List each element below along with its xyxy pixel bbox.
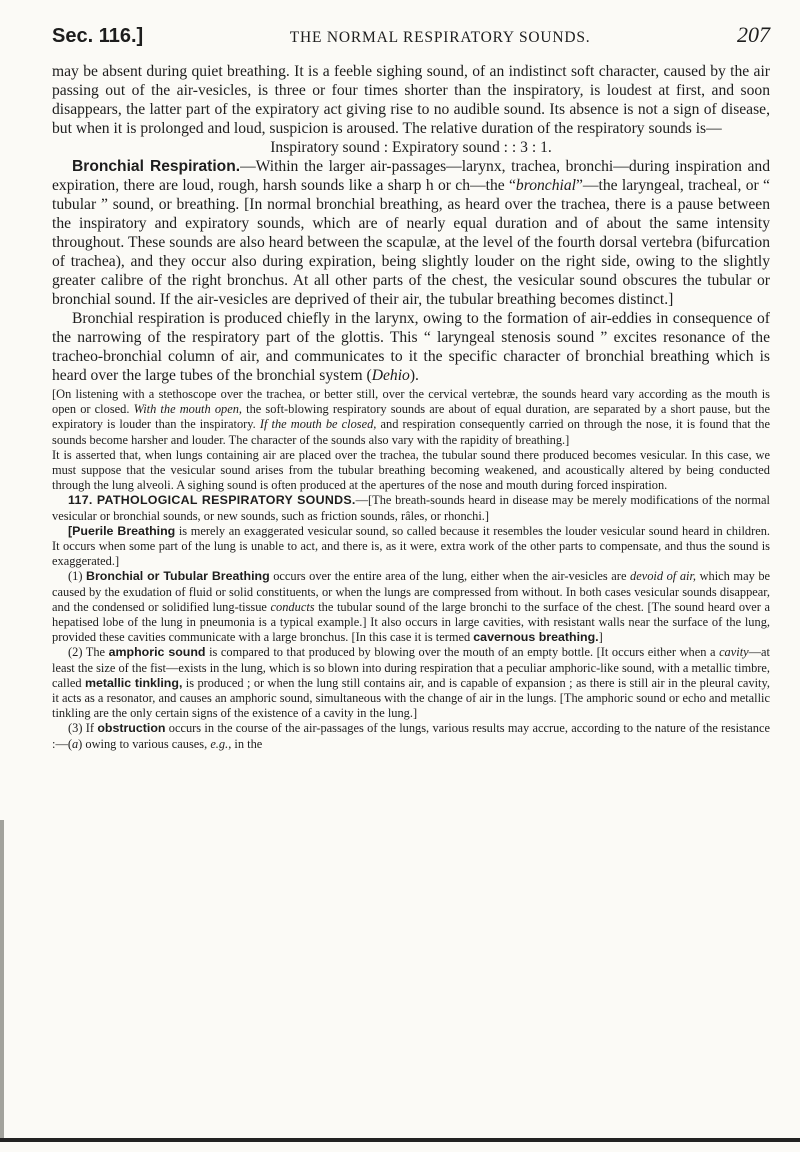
heading-bronchial-respiration: Bronchial Respiration. xyxy=(72,158,241,175)
small-print xyxy=(52,387,770,752)
paragraph-puerile-breathing: [Puerile Breathing is merely an exaggerated vesicular sound, so called because it resembles the louder vesicular sound heard in children. It occurs when some part of the lung is unable to act, and there is, as it were, extra work of the other parts to compensate, and thus the sound is exaggerated.] xyxy=(52,523,771,569)
paragraph-amphoric-sound: (2) The amphoric sound is compared to that produced by blowing over the mouth of an empty bottle. [It occurs either when a cavity—at least the size of the fist—exists in the lung, which is so blown into during respiration that a peculiar amphoric-like sound, with a metallic timbre, called metallic tinkling, is produced ; or when the lung still contains air, and is capable of expansion ; as there is still air in the pleural cavity, it acts as a resonator, and causes an amphoric sound, simultaneous with the change of air in the lungs. [The amphoric sound or echo and metallic tinkling are the only certain signs of the existence of a cavity in the lung.] xyxy=(52,645,770,721)
paragraph-obstruction: (3) If obstruction occurs in the course of the air-passages of the lungs, various results may accrue, according to the nature of the resistance :—(a) owing to various causes, e.g., in the xyxy=(52,721,770,751)
heading-tubular-breathing: Bronchial or Tubular Breathing xyxy=(86,569,270,584)
paragraph-laryngeal-origin: Bronchial respiration is produced chiefly in the larynx, owing to the formation of air-eddies in consequence of the narrowing of the respiratory part of the glottis. This “ laryngeal stenosis sound ” excites resonance of the tracheo-bronchial column of air, and communicates to it the specific character of bronchial breathing which is heard over the large tubes of the bronchial system (Dehio). xyxy=(52,310,770,384)
main-text xyxy=(52,62,770,385)
paragraph-expiratory-sound: may be absent during quiet breathing. It is a feeble sighing sound, of an indistinct soft character, caused by the air passing out of the air-vesicles, is three or four times shorter than the inspiratory, is loudest at first, and soon disappears, the latter part of the expiratory act giving rise to no audible sound. Its absence is not a sign of disease, but when it is prolonged and loud, suspicion is aroused. The relative duration of the respiratory sounds is— xyxy=(52,63,770,137)
book-page xyxy=(52,22,770,752)
chapter-title: THE NORMAL RESPIRATORY SOUNDS. xyxy=(289,29,591,46)
binding-shadow xyxy=(0,820,4,1138)
heading-pathological-sounds: 117. PATHOLOGICAL RESPIRATORY SOUNDS. xyxy=(68,493,356,508)
section-117: 117. PATHOLOGICAL RESPIRATORY SOUNDS.—[The breath-sounds heard in disease may be merely modifications of the normal vesicular or bronchial sounds, or new sounds, such as friction sounds, râles, or rhonchi.] xyxy=(52,493,770,523)
paragraph-tubular-breathing: (1) Bronchial or Tubular Breathing occurs over the entire area of the lung, either when the air-vesicles are devoid of air, which may be caused by the exudation of fluid or solid constituents, or when the lungs are compressed from without. In both cases vesicular sounds disappear, and the condensed or solidified lung-tissue conducts the tubular sound of the large bronchi to the surface of the chest. [The sound heard over a hepatised lobe of the lung in pneumonia is a typical example.] It also occurs in large cavities, with resistant walls near the surface of the lung, provided these cavities communicate with a large bronchus. [In this case it is termed cavernous breathing.] xyxy=(52,569,771,645)
page-number: 207 xyxy=(737,22,770,47)
bottom-edge-rule xyxy=(0,1138,800,1142)
note-stethoscope: [On listening with a stethoscope over the trachea, or better still, over the cervical vertebræ, the sounds heard vary according as the mouth is open or closed. With the mouth open, the soft-blowing respiratory sounds are about of equal duration, are separated by a short pause, but the expiratory is louder than the inspiratory. If the mouth be closed, and respiration consequently carried on through the nose, it is found that the sounds become harsher and louder. The character of the sounds also vary with the rapidity of breathing.] xyxy=(52,387,770,447)
running-head xyxy=(52,22,770,56)
paragraph-bronchial-respiration: Bronchial Respiration.—Within the larger air-passages—larynx, trachea, bronchi—during inspiration and expiration, there are loud, rough, harsh sounds like a sharp h or ch—the “bronchial”—the laryngeal, tracheal, or “ tubular ” sound, or breathing. [In normal bronchial breathing, as heard over the trachea, there is a pause between the inspiratory and expiratory sounds, which are of nearly equal duration and of about the same intensity throughout. These sounds are also heard between the scapulæ, at the level of the fourth dorsal vertebra (bifurcation of trachea), and they occur also during expiration, being slightly louder on the right side, owing to the slightly greater calibre of the right bronchus. At all other parts of the chest, the vesicular sound obscures the tubular or bronchial sound. If the air-vesicles are deprived of their air, the tubular breathing becomes distinct.] xyxy=(52,158,770,308)
heading-obstruction: obstruction xyxy=(97,721,166,736)
section-label: Sec. 116.] xyxy=(52,25,144,47)
note-lungs-over-trachea: It is asserted that, when lungs containing air are placed over the trachea, the tubular sound there produced becomes vesicular. In this case, we must suppose that the vesicular sound arises from the tubular breathing becoming weakened, and acoustically altered by being conducted through the lung alveoli. A sighing sound is often produced at the apertures of the nose and mouth during forced inspiration. xyxy=(52,447,770,493)
ratio-line: Inspiratory sound : Expiratory sound : : 3 : 1. xyxy=(270,139,552,156)
heading-puerile-breathing: [Puerile Breathing xyxy=(68,523,176,538)
heading-amphoric-sound: amphoric sound xyxy=(108,645,206,660)
